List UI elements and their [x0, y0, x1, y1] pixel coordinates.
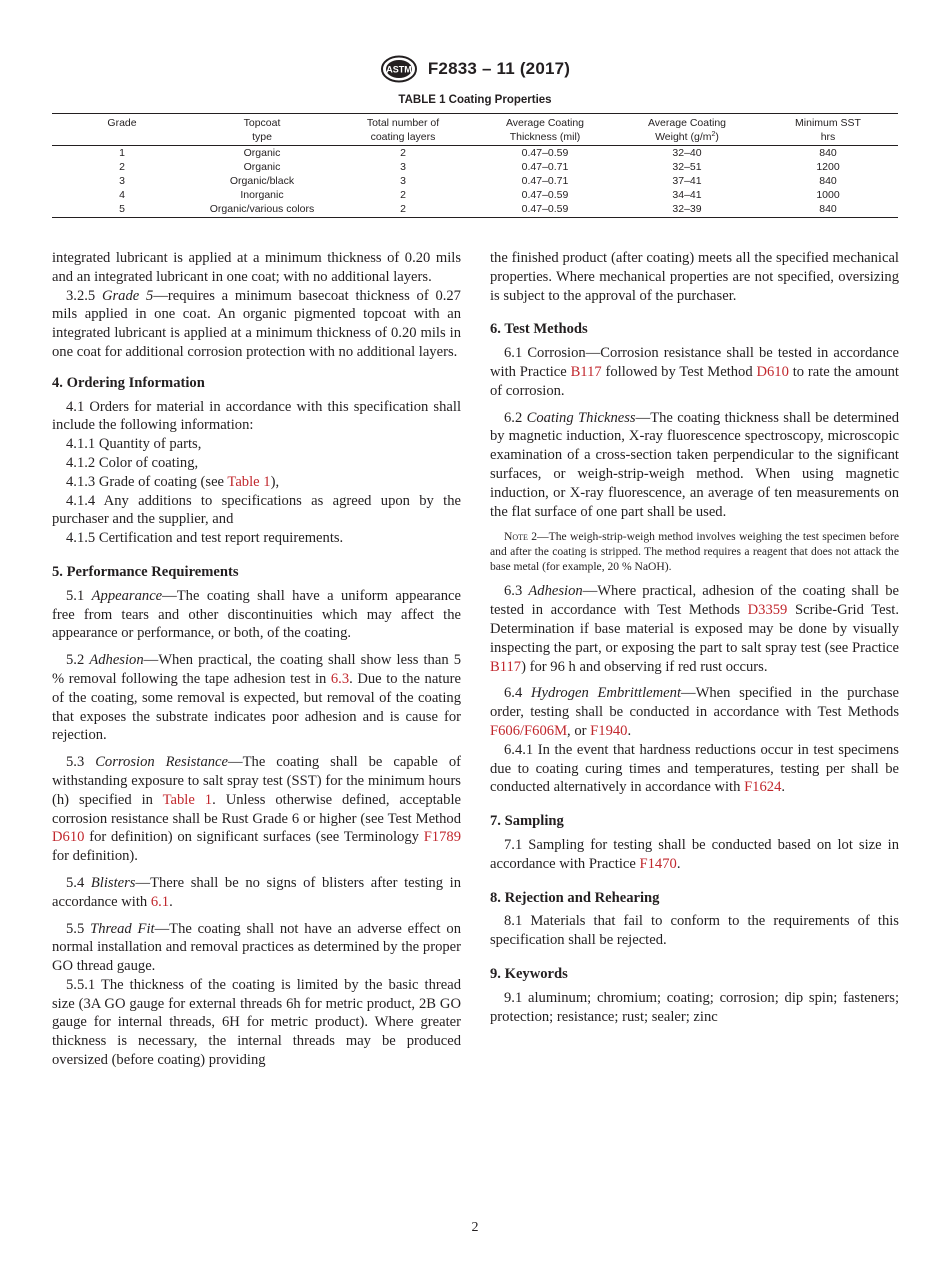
- paragraph-continuation: the finished product (after coating) meets all the specified mechanical properties. Where mechanical properties are not specified, oversizing is subject to the approval of the purchaser.: [490, 250, 899, 304]
- paragraph-5-2: 5.2 Adhesion—When practical, the coating shall show less than 5 % removal following the tape adhesion test in 6.3. Due to the nature of the coating, some removal is expected, but removal of the coating that exposes the substrate indicates poor adhesion and is cause for rejection.: [52, 652, 461, 744]
- paragraph-7-1: 7.1 Sampling for testing shall be conducted based on lot size in accordance with Practice F1470.: [490, 836, 899, 872]
- cell-layers: 2: [400, 147, 406, 159]
- section-heading-6: 6. Test Methods: [490, 321, 588, 338]
- page-number: 2: [471, 1220, 479, 1235]
- page-header: [0, 55, 950, 85]
- section-heading-4: 4. Ordering Information: [52, 374, 205, 391]
- d610-link[interactable]: D610: [756, 363, 789, 380]
- header-sst: Minimum SST hrs: [758, 114, 898, 146]
- paragraph-5-1: 5.1 Appearance—The coating shall have a uniform appearance free from tears and other discontinuities which may affect the appearance or performance, or both, of the coating.: [52, 587, 461, 642]
- cell-weight: 32–51: [672, 161, 702, 173]
- astm-logo-text: ASTM: [386, 64, 412, 75]
- cell-grade: 1: [119, 147, 125, 159]
- cell-layers: 2: [400, 189, 406, 201]
- paragraph-6-4-1: 6.4.1 In the event that hardness reductions occur in test specimens due to coating curing times and temperatures, testing per shall be conducted alternatively in accordance with F1624.: [490, 741, 899, 796]
- b117-link[interactable]: B117: [570, 363, 602, 380]
- cell-thickness: 0.47–0.59: [521, 147, 569, 159]
- paragraph-6-4: 6.4 Hydrogen Embrittlement—When specified in the purchase order, testing shall be conducted in accordance with Test Methods F606/F606M, or F1940.: [490, 685, 900, 739]
- cell-layers: 2: [332, 202, 474, 218]
- header-thickness: Average Coating Thickness (mil): [474, 114, 616, 146]
- table-1-link[interactable]: Table 1: [227, 473, 271, 490]
- cell-topcoat: Inorganic: [240, 189, 284, 201]
- section-6-3-link[interactable]: 6.3: [330, 670, 350, 687]
- cell-topcoat: Organic/various colors: [192, 202, 332, 218]
- table-row: [52, 174, 898, 188]
- astm-logo-icon: [380, 55, 418, 83]
- cell-topcoat: Organic: [243, 147, 281, 159]
- cell-sst: 840: [819, 175, 837, 187]
- f1940-link[interactable]: F1940: [590, 722, 628, 739]
- header-topcoat: Topcoat type: [192, 114, 332, 146]
- paragraph-4-1: 4.1 Orders for material in accordance with this specification shall include the following information:: [52, 398, 461, 434]
- paragraph-5-5-1: 5.5.1 The thickness of the coating is limited by the basic thread size (3A GO gauge for external threads 6h for metric product, 2B GO gauge for internal threads, 6H for metric product). Where greater thickness is necessary, the internal threads may be produced oversized (before coating) providing: [52, 976, 461, 1069]
- standard-designation: F2833 – 11 (2017): [427, 59, 571, 78]
- b117-link[interactable]: B117: [490, 658, 522, 675]
- paragraph-9-1: 9.1 aluminum; chromium; coating; corrosion; dip spin; fasteners; protection; resistance; rust; sealer; zinc: [490, 989, 899, 1025]
- paragraph-continuation: integrated lubricant is applied at a minimum thickness of 0.20 mils and an integrated lubricant in one coat; with no additional layers.: [52, 250, 461, 285]
- section-heading-8: 8. Rejection and Rehearing: [490, 889, 660, 906]
- f606-link[interactable]: F606/F606M: [490, 722, 568, 739]
- right-column: [490, 249, 899, 1026]
- table-title: TABLE 1 Coating Properties: [398, 94, 552, 106]
- cell-sst: 1200: [816, 161, 840, 173]
- paragraph-4-1-1: 4.1.1 Quantity of parts,: [66, 436, 202, 453]
- paragraph-6-3: 6.3 Adhesion—Where practical, adhesion of the coating shall be tested in accordance with Test Methods D3359 Scribe-Grid Test. Determination if base material is exposed may be done by visually inspecting the part, or exposing the part to salt spray test (see Practice B117) for 96 h and observing if red rust occurs.: [490, 583, 899, 675]
- d610-link[interactable]: D610: [52, 829, 85, 846]
- cell-thickness: 0.47–0.59: [521, 189, 569, 201]
- cell-thickness: 0.47–0.71: [521, 161, 569, 173]
- cell-weight: 37–41: [672, 175, 702, 187]
- cell-sst: 840: [758, 202, 898, 218]
- table-row: [52, 202, 898, 218]
- header-weight: Average Coating Weight $(g/m^2)$: [616, 114, 758, 146]
- section-heading-5: 5. Performance Requirements: [52, 563, 239, 580]
- cell-sst: 840: [819, 147, 837, 159]
- cell-topcoat: Organic/black: [229, 175, 295, 187]
- cell-thickness: 0.47–0.71: [521, 175, 569, 187]
- paragraph-6-1: 6.1 Corrosion—Corrosion resistance shall be tested in accordance with Practice B117 followed by Test Method D610 to rate the amount of corrosion.: [490, 345, 899, 399]
- f1624-link[interactable]: F1624: [744, 779, 782, 796]
- paragraph-5-5: 5.5 Thread Fit—The coating shall not have an adverse effect on normal installation and removal practices as determined by the proper GO thread gauge.: [52, 920, 462, 975]
- header-layers: Total number of coating layers: [332, 114, 474, 146]
- cell-grade: 4: [119, 189, 125, 201]
- paragraph-4-1-3: 4.1.3 Grade of coating (see Table 1),: [66, 473, 280, 490]
- note-2: Note 2—The weigh-strip-weigh method involves weighing the test specimen before and after the coating is stripped. The method requires a reagent that does not attack the base metal (for example, 20 % NaOH).: [490, 530, 899, 574]
- cell-thickness: 0.47–0.59: [474, 202, 616, 218]
- cell-topcoat: Organic: [243, 161, 281, 173]
- table-1-link[interactable]: Table 1: [162, 791, 213, 808]
- table-row: [52, 160, 898, 174]
- cell-grade: 2: [119, 161, 125, 173]
- paragraph-8-1: 8.1 Materials that fail to conform to the requirements of this specification shall be rejected.: [490, 913, 899, 949]
- cell-grade: 3: [119, 175, 125, 187]
- paragraph-4-1-2: 4.1.2 Color of coating,: [66, 454, 199, 471]
- cell-weight: 34–41: [672, 189, 702, 201]
- table-header-row: [52, 114, 898, 146]
- table-row: [52, 188, 898, 202]
- paragraph-5-4: 5.4 Blisters—There shall be no signs of blisters after testing in accordance with 6.1.: [52, 874, 462, 910]
- table-row: [52, 146, 898, 161]
- cell-weight: 32–40: [672, 147, 702, 159]
- cell-grade: 5: [52, 202, 192, 218]
- f1470-link[interactable]: F1470: [639, 855, 677, 872]
- paragraph-4-1-5: 4.1.5 Certification and test report requirements.: [66, 530, 344, 547]
- paragraph-4-1-4: 4.1.4 Any additions to specifications as agreed upon by the purchaser and the supplier, and: [52, 492, 461, 528]
- section-heading-9: 9. Keywords: [490, 965, 568, 982]
- left-column: [52, 249, 461, 1070]
- section-6-1-link[interactable]: 6.1: [150, 893, 170, 910]
- f1789-link[interactable]: F1789: [423, 829, 461, 846]
- paragraph-6-2: 6.2 Coating Thickness—The coating thickness shall be determined by magnetic induction, X-ray fluorescence spectroscopy, microscopic examination of a cross-section taken perpendicular to the significant surfaces, or weigh-strip-weigh method. When using magnetic induction, or X-ray fluorescence, an average of ten measurements on the flat surface of one part shall be used.: [490, 409, 899, 520]
- cell-weight: 32–39: [616, 202, 758, 218]
- cell-sst: 1000: [816, 189, 840, 201]
- paragraph-5-3: 5.3 Corrosion Resistance—The coating shall be capable of withstanding exposure to salt spray test (SST) for the minimum hours (h) specified in Table 1. Unless otherwise defined, acceptable corrosion resistance shall be Rust Grade 6 or higher (see Test Method D610 for definition) on significant surfaces (see Terminology F1789 for definition).: [52, 754, 462, 865]
- coating-properties-table: [52, 113, 898, 218]
- paragraph-3-2-5: 3.2.5 Grade 5—requires a minimum basecoat thickness of 0.27 mils applied in one coat. An organic pigmented topcoat with an integrated lubricant is applied at a minimum thickness of 0.20 mils in one coat for additional corrosion protection with no additional layers.: [52, 287, 461, 360]
- section-heading-7: 7. Sampling: [490, 813, 564, 830]
- d3359-link[interactable]: D3359: [747, 602, 788, 619]
- cell-layers: 3: [400, 175, 406, 187]
- header-grade: Grade: [52, 114, 192, 146]
- cell-layers: 3: [400, 161, 406, 173]
